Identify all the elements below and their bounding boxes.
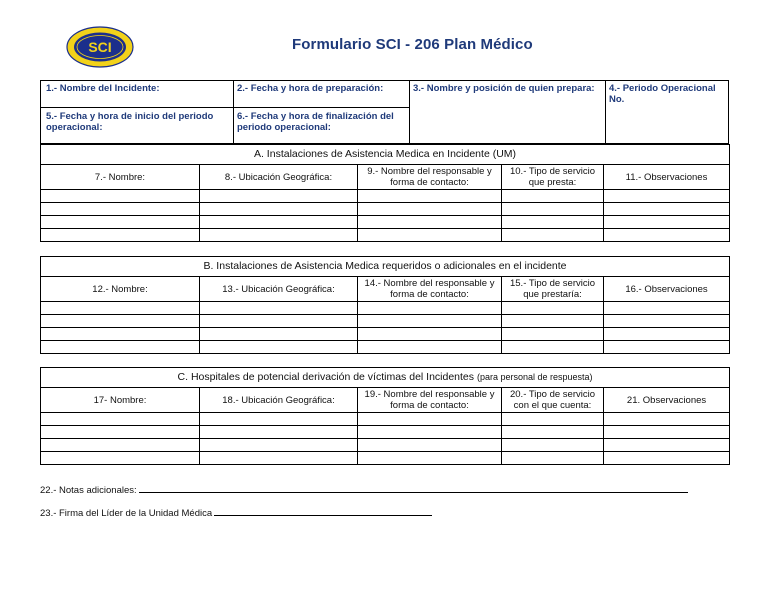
col-observaciones: 21. Observaciones: [604, 388, 730, 413]
section-c-title-text: C. Hospitales de potencial derivación de víctimas del Incidentes: [177, 371, 475, 383]
table-row[interactable]: [41, 302, 730, 315]
section-c-title: [41, 368, 730, 388]
table-row[interactable]: [41, 216, 730, 229]
col-tipo-servicio: 15.- Tipo de servicio que prestaría:: [502, 277, 604, 302]
col-tipo-servicio: 20.- Tipo de servicio con el que cuenta:: [502, 388, 604, 413]
table-row[interactable]: [41, 190, 730, 203]
col-ubicacion: 13.- Ubicación Geográfica:: [200, 277, 358, 302]
col-responsable: 19.- Nombre del responsable y forma de contacto:: [358, 388, 502, 413]
table-row[interactable]: [41, 341, 730, 354]
signature: [40, 506, 432, 519]
table-row[interactable]: [41, 203, 730, 216]
col-nombre: 7.- Nombre:: [41, 165, 200, 190]
col-nombre: 12.- Nombre:: [41, 277, 200, 302]
col-responsable: 9.- Nombre del responsable y forma de contacto:: [358, 165, 502, 190]
preparer-field[interactable]: 3.- Nombre y posición de quien prepara:: [413, 83, 595, 94]
table-row[interactable]: [41, 452, 730, 465]
col-responsable: 14.- Nombre del responsable y forma de contacto:: [358, 277, 502, 302]
form-title: Formulario SCI - 206 Plan Médico: [292, 36, 533, 53]
signature-label: 23.- Firma del Líder de la Unidad Médica: [40, 508, 213, 519]
col-ubicacion: 18.- Ubicación Geográfica:: [200, 388, 358, 413]
section-c-title-note: (para personal de respuesta): [476, 372, 593, 382]
incident-name-field[interactable]: 1.- Nombre del Incidente:: [46, 83, 160, 94]
table-row[interactable]: [41, 426, 730, 439]
table-row[interactable]: [41, 328, 730, 341]
prep-datetime-field[interactable]: 2.- Fecha y hora de preparación:: [237, 83, 384, 94]
col-nombre: 17- Nombre:: [41, 388, 200, 413]
period-end-field[interactable]: 6.- Fecha y hora de finalización del periodo operacional:: [237, 111, 394, 133]
col-observaciones: 16.- Observaciones: [604, 277, 730, 302]
col-tipo-servicio: 10.- Tipo de servicio que presta:: [502, 165, 604, 190]
period-start-field[interactable]: 5.- Fecha y hora de inicio del periodo operacional:: [46, 111, 214, 133]
sci-logo: [66, 26, 134, 68]
additional-notes: [40, 483, 688, 496]
operational-period-field[interactable]: 4.- Periodo Operacional No.: [609, 83, 716, 105]
section-a-table: [40, 144, 730, 242]
additional-notes-label: 22.- Notas adicionales:: [40, 485, 137, 496]
table-row[interactable]: [41, 413, 730, 426]
signature-line[interactable]: [214, 506, 432, 516]
section-b-title: B. Instalaciones de Asistencia Medica requeridos o adicionales en el incidente: [41, 257, 730, 277]
col-observaciones: 11.- Observaciones: [604, 165, 730, 190]
logo-text: SCI: [88, 39, 112, 55]
header-block: [40, 80, 729, 144]
section-c-table: [40, 367, 730, 465]
col-ubicacion: 8.- Ubicación Geográfica:: [200, 165, 358, 190]
additional-notes-line[interactable]: [139, 483, 688, 493]
section-b-table: [40, 256, 730, 354]
table-row[interactable]: [41, 229, 730, 242]
table-row[interactable]: [41, 315, 730, 328]
table-row[interactable]: [41, 439, 730, 452]
section-a-title: A. Instalaciones de Asistencia Medica en Incidente (UM): [41, 145, 730, 165]
